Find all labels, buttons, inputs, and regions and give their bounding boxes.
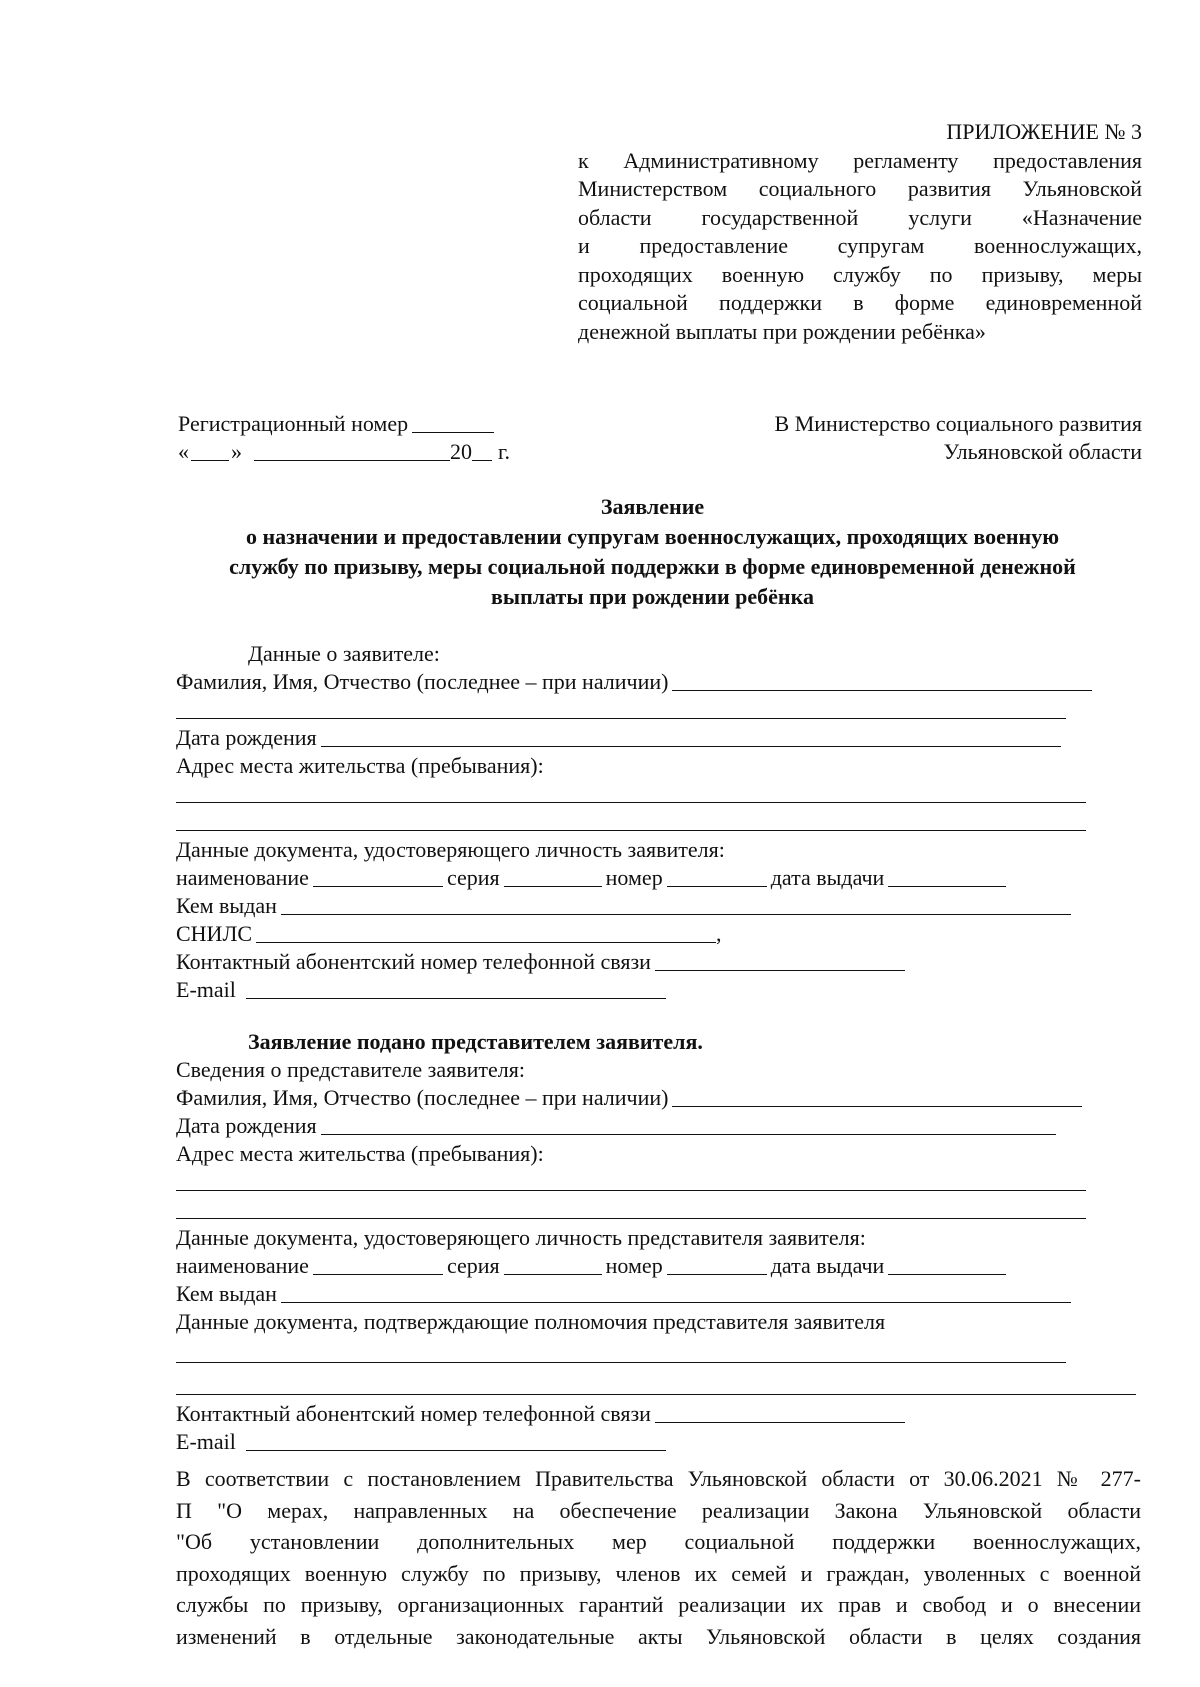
- doc-series-label: серия: [446, 1253, 500, 1278]
- representative-authority-field-1[interactable]: [176, 1362, 1066, 1363]
- representative-address-field-1[interactable]: [176, 1190, 1086, 1191]
- registration-number-label: Регистрационный номер: [178, 411, 409, 436]
- applicant-doc-number-field[interactable]: [667, 866, 767, 887]
- applicant-email-field[interactable]: [246, 978, 666, 999]
- representative-birth-field[interactable]: [321, 1114, 1056, 1135]
- doc-series-label: серия: [446, 865, 500, 890]
- representative-email-row: [176, 1428, 1136, 1456]
- phone-label: Контактный абонентский номер телефонной связи: [176, 1401, 651, 1426]
- registration-block: [178, 410, 510, 466]
- representative-fio-row: [176, 1084, 1136, 1112]
- appendix-line: денежной выплаты при рождении ребёнка»: [578, 318, 986, 344]
- applicant-heading: Данные о заявителе:: [248, 641, 440, 666]
- appendix-block: [578, 118, 1142, 346]
- representative-info-row: [176, 1056, 1136, 1084]
- phone-label: Контактный абонентский номер телефонной связи: [176, 949, 651, 974]
- applicant-doc-series-field[interactable]: [504, 866, 602, 887]
- representative-authority-field-2[interactable]: [176, 1394, 1136, 1395]
- representative-phone-row: [176, 1400, 1136, 1428]
- representative-authority-line: [176, 1368, 1136, 1400]
- representative-issued-by-field[interactable]: [281, 1282, 1071, 1303]
- fio-label: Фамилия, Имя, Отчество (последнее – при наличии): [176, 1085, 669, 1110]
- representative-address-line: [176, 1168, 1136, 1196]
- appendix-line: к Административному регламенту предоставления: [578, 147, 1142, 173]
- registration-date-row: [178, 438, 510, 466]
- representative-address-line: [176, 1196, 1136, 1224]
- representative-doc-row: [176, 1252, 1136, 1280]
- appendix-title: ПРИЛОЖЕНИЕ № 3: [946, 119, 1142, 144]
- title-line: Заявление: [600, 494, 705, 519]
- applicant-phone-row: [176, 948, 1136, 976]
- representative-phone-field[interactable]: [655, 1402, 905, 1423]
- applicant-fio-row: [176, 668, 1136, 696]
- representative-address-field-2[interactable]: [176, 1218, 1086, 1219]
- paragraph-line: проходящих военную службу по призыву, членов их семей и граждан, уволенных с военной: [176, 1560, 1141, 1586]
- addressee-line: Ульяновской области: [943, 439, 1142, 464]
- applicant-issued-by-field[interactable]: [281, 894, 1071, 915]
- date-open-quote: «: [178, 439, 189, 464]
- addressee-line: В Министерство социального развития: [774, 411, 1142, 436]
- registration-number-row: [178, 410, 510, 438]
- representative-email-field[interactable]: [246, 1430, 666, 1451]
- doc-date-label: дата выдачи: [770, 865, 885, 890]
- applicant-fio-field-2[interactable]: [176, 718, 1066, 719]
- doc-number-label: номер: [605, 865, 663, 890]
- applicant-email-row: [176, 976, 1136, 1004]
- appendix-line: Министерством социального развития Ульяновской: [578, 176, 1142, 201]
- date-day-field[interactable]: [191, 440, 229, 461]
- registration-number-field[interactable]: [412, 412, 494, 433]
- doc-name-label: наименование: [176, 865, 309, 890]
- representative-heading-row: [176, 1028, 1136, 1056]
- representative-address-row: [176, 1140, 1136, 1168]
- appendix-line: социальной поддержки в форме единовременной: [578, 290, 1142, 315]
- appendix-line: области государственной услуги «Назначение: [578, 204, 1142, 230]
- representative-doc-series-field[interactable]: [504, 1254, 602, 1275]
- representative-doc-heading-row: [176, 1224, 1136, 1252]
- applicant-address-field-1[interactable]: [176, 802, 1086, 803]
- date-year-suffix: г.: [498, 439, 511, 464]
- snils-label: СНИЛС: [176, 921, 253, 946]
- representative-authority-row: [176, 1308, 1136, 1336]
- applicant-birth-field[interactable]: [321, 726, 1061, 747]
- fio-label: Фамилия, Имя, Отчество (последнее – при наличии): [176, 669, 669, 694]
- applicant-doc-name-field[interactable]: [313, 866, 443, 887]
- address-label: Адрес места жительства (пребывания):: [176, 753, 544, 778]
- date-month-field[interactable]: [254, 440, 450, 461]
- applicant-issued-row: [176, 892, 1136, 920]
- doc-heading: Данные документа, удостоверяющего личность представителя заявителя:: [176, 1225, 866, 1250]
- representative-section: [176, 1028, 1136, 1456]
- address-label: Адрес места жительства (пребывания):: [176, 1141, 544, 1166]
- representative-doc-name-field[interactable]: [313, 1254, 443, 1275]
- document-title: [160, 492, 1145, 612]
- doc-name-label: наименование: [176, 1253, 309, 1278]
- applicant-address-field-2[interactable]: [176, 830, 1086, 831]
- date-year-prefix: 20: [450, 439, 472, 464]
- applicant-address-row: [176, 752, 1136, 780]
- snils-comma: ,: [716, 921, 722, 946]
- email-label: E-mail: [176, 1429, 236, 1454]
- issued-by-label: Кем выдан: [176, 893, 277, 918]
- date-year-field[interactable]: [472, 440, 492, 461]
- applicant-doc-row: [176, 864, 1136, 892]
- legal-paragraph: [176, 1463, 1141, 1652]
- applicant-heading-row: [176, 640, 1136, 668]
- email-label: E-mail: [176, 977, 236, 1002]
- applicant-phone-field[interactable]: [655, 950, 905, 971]
- title-line: о назначении и предоставлении супругам военнослужащих, проходящих военную: [245, 524, 1060, 549]
- applicant-doc-date-field[interactable]: [888, 866, 1006, 887]
- representative-heading: Заявление подано представителем заявителя.: [248, 1029, 703, 1054]
- appendix-line: проходящих военную службу по призыву, меры: [578, 261, 1142, 287]
- applicant-snils-field[interactable]: [256, 922, 716, 943]
- doc-heading: Данные документа, удостоверяющего личность заявителя:: [176, 837, 725, 862]
- authority-label: Данные документа, подтверждающие полномочия представителя заявителя: [176, 1309, 886, 1334]
- doc-number-label: номер: [605, 1253, 663, 1278]
- representative-doc-number-field[interactable]: [667, 1254, 767, 1275]
- representative-info-label: Сведения о представителе заявителя:: [176, 1057, 525, 1082]
- paragraph-line: службы по призыву, организационных гарантий реализации их прав и свобод и о внесении: [176, 1592, 1141, 1617]
- paragraph-line: "Об установлении дополнительных мер социальной поддержки военнослужащих,: [176, 1529, 1141, 1554]
- title-line: службу по призыву, меры социальной поддержки в форме единовременной денежной: [229, 554, 1076, 579]
- applicant-section: [176, 640, 1136, 1004]
- applicant-doc-heading-row: [176, 836, 1136, 864]
- paragraph-line: изменений в отдельные законодательные акты Ульяновской области в целях создания: [176, 1623, 1141, 1649]
- appendix-line: и предоставление супругам военнослужащих,: [578, 233, 1142, 258]
- applicant-snils-row: [176, 920, 1136, 948]
- title-line: выплаты при рождении ребёнка: [491, 584, 814, 609]
- representative-authority-line: [176, 1336, 1136, 1368]
- representative-doc-date-field[interactable]: [888, 1254, 1006, 1275]
- applicant-fio-continuation: [176, 696, 1136, 724]
- addressee-block: [775, 410, 1142, 466]
- birth-label: Дата рождения: [176, 725, 317, 750]
- date-close-quote: »: [231, 439, 242, 464]
- birth-label: Дата рождения: [176, 1113, 317, 1138]
- applicant-birth-row: [176, 724, 1136, 752]
- representative-birth-row: [176, 1112, 1136, 1140]
- applicant-fio-field[interactable]: [672, 670, 1092, 691]
- issued-by-label: Кем выдан: [176, 1281, 277, 1306]
- applicant-address-line: [176, 808, 1136, 836]
- doc-date-label: дата выдачи: [770, 1253, 885, 1278]
- paragraph-line: П "О мерах, направленных на обеспечение реализации Закона Ульяновской области: [176, 1497, 1141, 1523]
- applicant-address-line: [176, 780, 1136, 808]
- representative-fio-field[interactable]: [672, 1086, 1082, 1107]
- paragraph-line: В соответствии с постановлением Правительства Ульяновской области от 30.06.2021 № 277-: [176, 1466, 1141, 1491]
- representative-issued-row: [176, 1280, 1136, 1308]
